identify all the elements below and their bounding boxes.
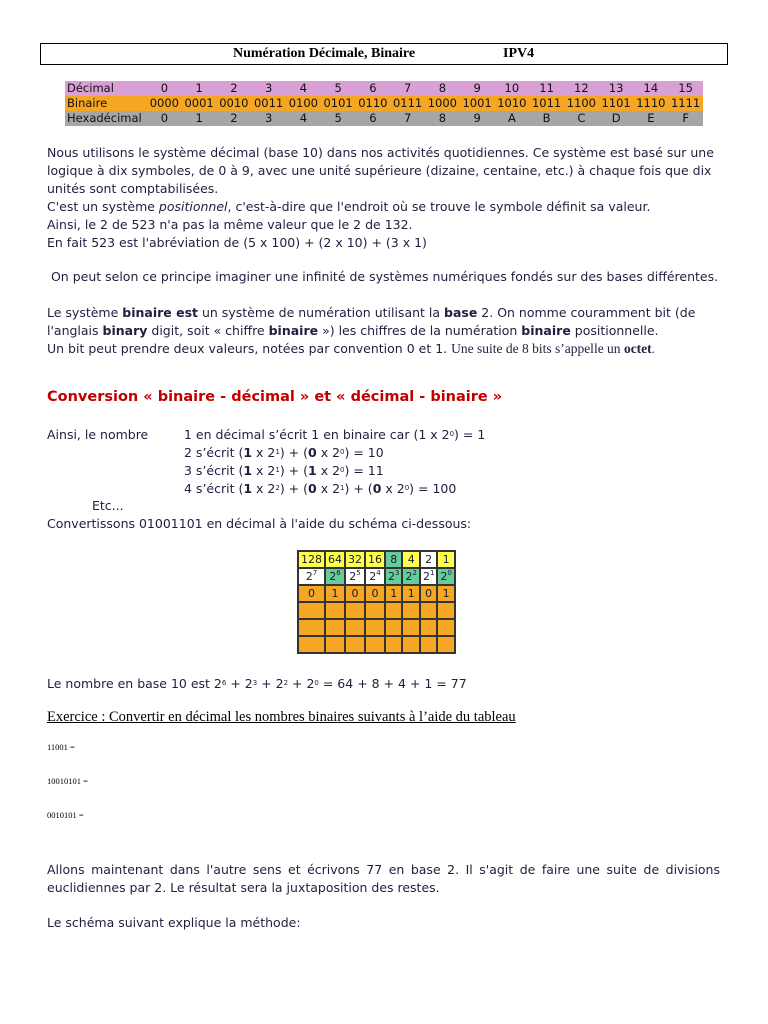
empty-cell — [385, 602, 402, 619]
bit-exponent-cell: $2^2$ — [402, 568, 419, 585]
conversion-cell: B — [529, 111, 564, 126]
conversion-cell: 10 — [495, 81, 530, 96]
convert-prompt: Convertissons 01001101 en décimal à l'aide du schéma ci-dessous: — [47, 516, 472, 531]
empty-cell — [345, 636, 365, 653]
empty-cell — [325, 636, 345, 653]
conversion-cell: 3 — [251, 81, 286, 96]
bit-value-cell: 0 — [345, 585, 365, 602]
empty-cell — [298, 636, 325, 653]
conversion-cell: 0010 — [217, 96, 252, 111]
conversion-cell: 12 — [564, 81, 599, 96]
empty-cell — [298, 602, 325, 619]
bit-weight-cell: 2 — [420, 551, 437, 568]
empty-cell — [365, 619, 385, 636]
conversion-cell: 4 — [286, 111, 321, 126]
conversion-cell: 1001 — [460, 96, 495, 111]
bit-weight-cell: 64 — [325, 551, 345, 568]
conversion-cell: 13 — [599, 81, 634, 96]
intro-paragraph-5: On peut selon ce principe imaginer une infinité de systèmes numériques fondés sur des bases différentes. — [47, 269, 719, 284]
document-title-box — [40, 43, 728, 65]
empty-cell — [420, 602, 437, 619]
bit-weight-cell: 8 — [385, 551, 402, 568]
exercise-title: Exercice : Convertir en décimal les nombres binaires suivants à l’aide du tableau — [47, 709, 516, 725]
bit-weight-cell: 16 — [365, 551, 385, 568]
empty-cell — [437, 636, 454, 653]
empty-cell — [385, 619, 402, 636]
conversion-cell: 1000 — [425, 96, 460, 111]
conversion-cell: 7 — [390, 81, 425, 96]
conversion-cell: 14 — [634, 81, 669, 96]
conversion-cell: C — [564, 111, 599, 126]
conversion-cell: 1111 — [668, 96, 703, 111]
conversion-cell: 1010 — [495, 96, 530, 111]
bit-exponent-cell: $2^4$ — [365, 568, 385, 585]
empty-cell — [325, 619, 345, 636]
conversion-cell: 7 — [390, 111, 425, 126]
bit-value-cell: 1 — [402, 585, 419, 602]
intro-paragraph-2: C'est un système positionnel, c'est-à-dire que l'endroit où se trouve le symbole définit sa valeur. — [47, 199, 651, 214]
bit-exponent-cell: $2^7$ — [298, 568, 325, 585]
bit-exponent-cell: $2^0$ — [437, 568, 454, 585]
conversion-cell: 1011 — [529, 96, 564, 111]
bit-exponent-cell: $2^3$ — [385, 568, 402, 585]
section-heading: Conversion « binaire - décimal » et « décimal - binaire » — [47, 389, 503, 405]
division-paragraph: Allons maintenant dans l'autre sens et écrivons 77 en base 2. Il s'agit de faire une suite de divisions euclidiennes par 2. Le résultat sera la juxtaposition des restes. — [47, 862, 720, 895]
conversion-cell: 2 — [217, 81, 252, 96]
conversion-cell: 2 — [217, 111, 252, 126]
conversion-cell: 0000 — [147, 96, 182, 111]
intro-paragraph-4: En fait 523 est l'abréviation de (5 x 100) + (2 x 10) + (3 x 1) — [47, 235, 427, 250]
conversion-cell: 4 — [286, 81, 321, 96]
exercise-item-3: 0010101 = — [47, 810, 84, 820]
empty-cell — [420, 619, 437, 636]
bit-value-cell: 1 — [385, 585, 402, 602]
conversion-cell: 9 — [460, 81, 495, 96]
bit-value-cell: 1 — [437, 585, 454, 602]
conversion-cell: 3 — [251, 111, 286, 126]
empty-cell — [365, 602, 385, 619]
bit-exponent-cell: $2^5$ — [345, 568, 365, 585]
conversion-cell: 0 — [147, 111, 182, 126]
result-line: Le nombre en base 10 est $2^6 + 2^3 + 2^2 + 2^0 = 64 + 8 + 4 + 1 = 77$ — [47, 676, 467, 691]
empty-cell — [345, 602, 365, 619]
empty-cell — [437, 602, 454, 619]
empty-cell — [385, 636, 402, 653]
conversion-cell: 5 — [321, 81, 356, 96]
conversion-row-0 — [65, 81, 703, 96]
bit-value-cell: 0 — [420, 585, 437, 602]
method-paragraph: Le schéma suivant explique la méthode: — [47, 915, 301, 930]
conversion-cell: 9 — [460, 111, 495, 126]
base-conversion-table — [65, 81, 703, 126]
conversion-examples: 1 en décimal s’écrit 1 en binaire car (1 x $2^0) = 1$ 2 s’écrit (1 x $2^1) + (0$ x $2^0) = 10$ 3 s’écrit (1 x $2^1) + (1$ x $2^0) = 11$ 4 s’écrit (1 x $2^2) + (0$ x $2^1) + (0$ x $2^0) = 100$ — [184, 427, 486, 496]
conversion-cell: 0001 — [182, 96, 217, 111]
intro-text — [47, 144, 727, 252]
bit-value-cell: 0 — [298, 585, 325, 602]
bit-weight-cell: 1 — [437, 551, 454, 568]
conversion-cell: 6 — [356, 111, 391, 126]
bit-exponent-cell: $2^6$ — [325, 568, 345, 585]
conversion-cell: 1110 — [634, 96, 669, 111]
etc-text: Etc... — [92, 498, 124, 513]
conversion-cell: F — [668, 111, 703, 126]
conversion-lead: Ainsi, le nombre — [47, 427, 149, 442]
conversion-cell: 11 — [529, 81, 564, 96]
conversion-cell: A — [495, 111, 530, 126]
conversion-cell: 0101 — [321, 96, 356, 111]
bit-weight-cell: 128 — [298, 551, 325, 568]
conversion-row-2 — [65, 111, 703, 126]
empty-cell — [298, 619, 325, 636]
empty-cell — [402, 619, 419, 636]
empty-cell — [345, 619, 365, 636]
bit-value-cell: 1 — [325, 585, 345, 602]
conversion-row-1 — [65, 96, 703, 111]
empty-cell — [420, 636, 437, 653]
document-tag: IPV4 — [503, 46, 535, 61]
document-title: Numération Décimale, Binaire — [233, 46, 416, 61]
bit-value-cell: 0 — [365, 585, 385, 602]
exercise-item-2: 10010101 = — [47, 776, 88, 786]
empty-cell — [325, 602, 345, 619]
conversion-cell: 1100 — [564, 96, 599, 111]
bit-weight-cell: 32 — [345, 551, 365, 568]
conversion-cell: 1 — [182, 111, 217, 126]
conversion-cell: 1101 — [599, 96, 634, 111]
conversion-cell: 0110 — [356, 96, 391, 111]
conversion-row-label: Binaire — [65, 96, 147, 111]
conversion-cell: 0111 — [390, 96, 425, 111]
bit-exponent-cell: $2^1$ — [420, 568, 437, 585]
conversion-cell: 5 — [321, 111, 356, 126]
intro-paragraph-1: Nous utilisons le système décimal (base 10) dans nos activités quotidiennes. Ce système est basé sur une logique à dix symboles, de 0 à 9, avec une unité supérieure (dizaine, centaine, etc.) à chaque fois que dix unités sont comptabilisées. — [47, 145, 714, 196]
conversion-cell: 6 — [356, 81, 391, 96]
conversion-cell: 0 — [147, 81, 182, 96]
conversion-cell: D — [599, 111, 634, 126]
conversion-row-label: Hexadécimal — [65, 111, 147, 126]
conversion-cell: 0100 — [286, 96, 321, 111]
conversion-cell: 8 — [425, 111, 460, 126]
empty-cell — [437, 619, 454, 636]
conversion-cell: 15 — [668, 81, 703, 96]
binary-intro-text: Le système binaire est un système de numération utilisant la base 2. On nomme couramment bit (de l'anglais binary digit, soit « chiffre binaire ») les chiffres de la numération binaire positionnelle. Un bit peut prendre deux valeurs, notées par convention 0 et 1. Une suite de 8 bits s’appelle un octet. — [47, 305, 696, 356]
empty-cell — [402, 602, 419, 619]
bit-weight-table — [297, 550, 456, 654]
conversion-cell: 1 — [182, 81, 217, 96]
empty-cell — [365, 636, 385, 653]
bit-weight-cell: 4 — [402, 551, 419, 568]
conversion-cell: E — [634, 111, 669, 126]
conversion-cell: 0011 — [251, 96, 286, 111]
conversion-cell: 8 — [425, 81, 460, 96]
exercise-item-1: 11001 = — [47, 742, 75, 752]
intro-paragraph-3: Ainsi, le 2 de 523 n'a pas la même valeur que le 2 de 132. — [47, 217, 413, 232]
conversion-row-label: Décimal — [65, 81, 147, 96]
empty-cell — [402, 636, 419, 653]
